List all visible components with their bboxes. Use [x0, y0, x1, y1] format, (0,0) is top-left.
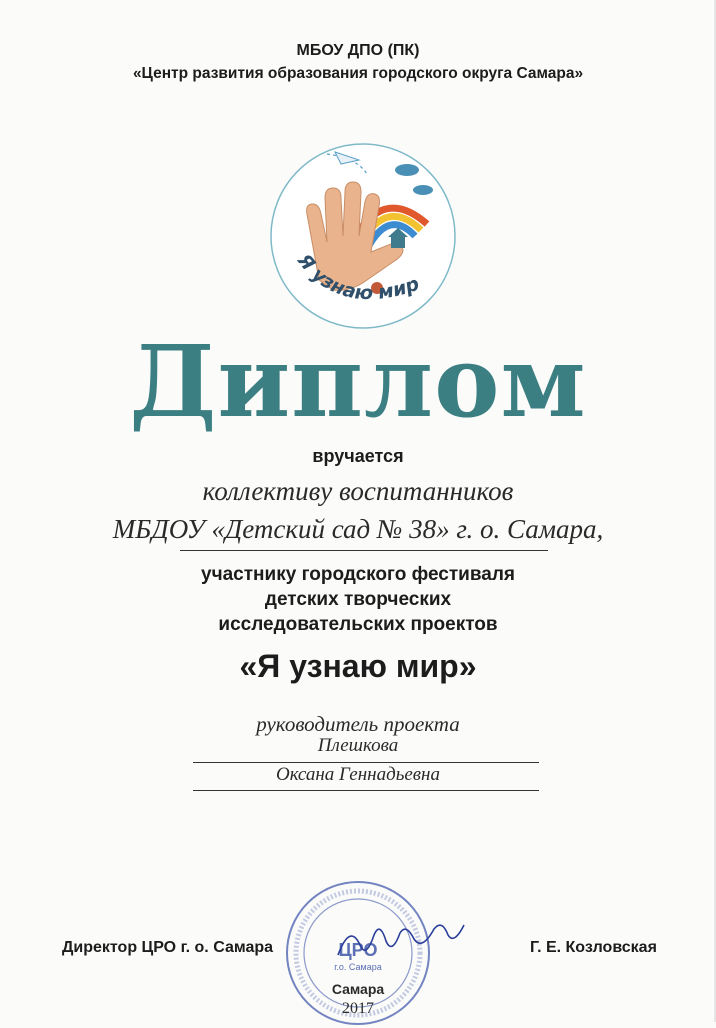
leader-surname-underline — [193, 762, 539, 763]
recipient-line-1: коллективу воспитанников — [202, 476, 514, 506]
stamp-center-sub: г.о. Самара — [334, 962, 382, 972]
signature-stroke — [338, 925, 464, 955]
director-title: Директор ЦРО г. о. Самара — [62, 939, 274, 956]
leader-label: руководитель проекта — [256, 712, 460, 736]
house-icon — [391, 236, 405, 248]
leader-name: Оксана Геннадьевна — [276, 764, 440, 785]
participant-text — [0, 562, 716, 637]
recipient-line-2: МБДОУ «Детский сад № 38» г. о. Самара, — [112, 514, 604, 544]
logo-text: Я узнаю мир — [292, 249, 423, 305]
cloud-icon-small — [413, 185, 433, 195]
festival-name: «Я узнаю мир» — [239, 648, 477, 684]
cloud-icon — [395, 164, 419, 176]
director-name: Г. Е. Козловская — [530, 939, 657, 956]
participant-line-3: исследовательских проектов — [218, 614, 498, 635]
director-signature — [330, 915, 470, 965]
stamp-year: 2017 — [342, 1000, 374, 1017]
festival-logo — [267, 140, 459, 332]
participant-line-1: участнику городского фестиваля — [201, 564, 515, 585]
diploma-title: Диплом — [129, 325, 587, 440]
stamp-center-text: ЦРО — [338, 940, 378, 960]
leader-surname: Плешкова — [317, 735, 399, 756]
organization-full-name: «Центр развития образования городского округа Самара» — [132, 65, 584, 82]
organization-short-name: МБОУ ДПО (ПК) — [296, 42, 420, 59]
stamp-city: Самара — [331, 981, 385, 997]
participant-line-2: детских творческих — [264, 589, 452, 610]
awarded-text: вручается — [312, 446, 404, 466]
recipient-underline — [180, 550, 548, 551]
leader-name-underline — [193, 790, 539, 791]
